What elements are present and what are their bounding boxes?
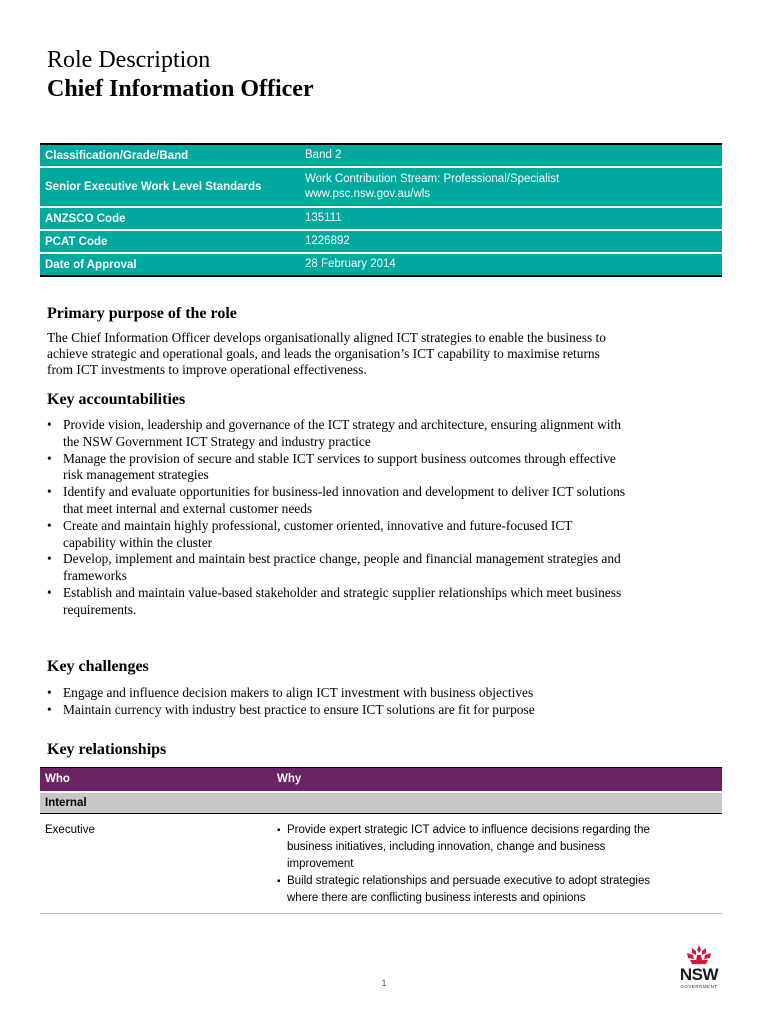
info-key: Senior Executive Work Level Standards bbox=[40, 167, 300, 207]
key-challenges-list bbox=[47, 685, 727, 719]
relationship-why-list bbox=[277, 822, 717, 907]
list-item bbox=[277, 873, 717, 907]
table-row bbox=[40, 814, 722, 914]
info-value bbox=[300, 253, 722, 276]
text-line: • Provide vision, leadership and governance of the ICT strategy and architecture, ensuring alignment with bbox=[63, 417, 621, 432]
info-key: ANZSCO Code bbox=[40, 207, 300, 230]
text-line: frameworks bbox=[63, 568, 127, 584]
column-header-who: Who bbox=[40, 768, 272, 792]
text-line: business initiatives, including innovation, change and business bbox=[287, 841, 606, 853]
text-line: where there are conflicting business interests and opinions bbox=[287, 892, 586, 904]
title-block bbox=[47, 46, 314, 104]
text-line: requirements. bbox=[63, 601, 137, 617]
table-header-row bbox=[40, 768, 722, 792]
key-challenges-heading: Key challenges bbox=[47, 658, 149, 675]
logo-subtext: GOVERNMENT bbox=[680, 984, 718, 989]
info-row-anzsco bbox=[40, 207, 722, 230]
primary-purpose-text bbox=[47, 330, 727, 378]
info-value bbox=[300, 144, 722, 167]
logo-wordmark: NSW bbox=[679, 965, 719, 984]
column-header-why: Why bbox=[272, 768, 722, 792]
role-info-table bbox=[40, 143, 722, 277]
list-item bbox=[47, 417, 727, 451]
text-line: the NSW Government ICT Strategy and industry practice bbox=[63, 433, 371, 449]
text-line: • Establish and maintain value-based stakeholder and strategic supplier relationships which meet business bbox=[63, 584, 622, 600]
info-key: PCAT Code bbox=[40, 230, 300, 253]
info-value-line: Band 2 bbox=[305, 149, 342, 161]
info-value-line: 28 February 2014 bbox=[305, 258, 396, 270]
info-key: Classification/Grade/Band bbox=[40, 144, 300, 167]
list-item bbox=[47, 585, 727, 619]
text-line: from ICT investments to improve operational effectiveness. bbox=[47, 362, 367, 377]
text-line: improvement bbox=[287, 858, 354, 870]
list-item: • Engage and influence decision makers to align ICT investment with business objectives bbox=[47, 685, 727, 702]
text-line: ▪ Provide expert strategic ICT advice to influence decisions regarding the bbox=[287, 824, 650, 836]
text-line: The Chief Information Officer develops organisationally aligned ICT strategies to enable the business to bbox=[47, 330, 606, 345]
wls-link[interactable]: www.psc.nsw.gov.au/wls bbox=[305, 188, 431, 200]
role-title: Chief Information Officer bbox=[47, 76, 314, 102]
document-type: Role Description bbox=[47, 47, 211, 73]
text-line: • Identify and evaluate opportunities for business-led innovation and development to deliver ICT solutions bbox=[63, 484, 626, 500]
info-row-work-level-standards bbox=[40, 167, 722, 207]
key-accountabilities-list bbox=[47, 417, 727, 619]
text-line: ▪ Build strategic relationships and persuade executive to adopt strategies bbox=[287, 875, 651, 887]
info-value bbox=[300, 230, 722, 253]
info-value-line: Work Contribution Stream: Professional/Specialist bbox=[305, 173, 560, 185]
nsw-government-logo bbox=[672, 944, 726, 994]
text-line: achieve strategic and operational goals, and leads the organisation’s ICT capability to maximise returns bbox=[47, 346, 600, 361]
info-row-date-of-approval bbox=[40, 253, 722, 276]
info-key: Date of Approval bbox=[40, 253, 300, 276]
info-value bbox=[300, 207, 722, 230]
text-line: capability within the cluster bbox=[63, 534, 213, 550]
primary-purpose-heading: Primary purpose of the role bbox=[47, 305, 237, 322]
relationship-who: Executive bbox=[40, 814, 272, 914]
info-value bbox=[300, 167, 722, 207]
section-label-internal: Internal bbox=[40, 792, 722, 814]
key-relationships-table bbox=[40, 767, 722, 914]
table-section-row bbox=[40, 792, 722, 814]
key-relationships-heading: Key relationships bbox=[47, 741, 167, 758]
key-accountabilities-heading: Key accountabilities bbox=[47, 391, 186, 408]
info-value-line: 135111 bbox=[305, 212, 342, 224]
list-item bbox=[47, 551, 727, 585]
list-item bbox=[277, 822, 717, 873]
list-item bbox=[47, 484, 727, 518]
info-row-pcat bbox=[40, 230, 722, 253]
relationship-why bbox=[272, 814, 722, 914]
list-item bbox=[47, 451, 727, 485]
text-line: • Manage the provision of secure and stable ICT services to support business outcomes through effective bbox=[63, 450, 616, 466]
text-line: • Develop, implement and maintain best practice change, people and financial management strategies and bbox=[63, 551, 621, 567]
list-item bbox=[47, 518, 727, 552]
text-line: risk management strategies bbox=[63, 467, 209, 483]
info-row-classification bbox=[40, 144, 722, 167]
page-number: 1 bbox=[381, 978, 387, 988]
list-item: • Maintain currency with industry best practice to ensure ICT solutions are fit for purpose bbox=[47, 702, 727, 719]
text-line: • Create and maintain highly professional, customer oriented, innovative and future-focused ICT bbox=[63, 517, 573, 533]
info-value-line: 1226892 bbox=[305, 235, 350, 247]
text-line: that meet internal and external customer needs bbox=[63, 500, 313, 516]
